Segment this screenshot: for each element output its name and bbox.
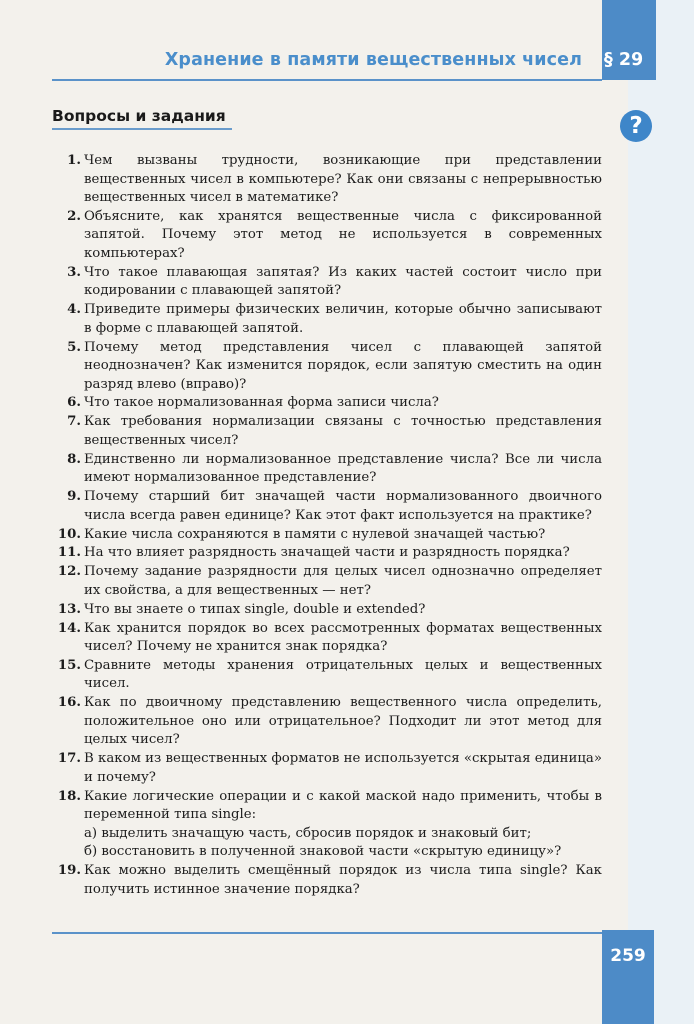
- question-number: 9.: [67, 489, 81, 505]
- running-header-title: Хранение в памяти вещественных чисел: [164, 50, 582, 70]
- question-item-2: [52, 208, 602, 264]
- question-number: 3.: [67, 264, 81, 280]
- question-text: Почему старший бит значащей части нормализованного двоичного числа всегда равен единице? Как этот факт используется на практике?: [84, 489, 602, 523]
- question-text: Почему задание разрядности для целых чисел однозначно определяет их свойства, а для вещественных — нет?: [84, 564, 602, 598]
- question-text: Что такое плавающая запятая? Из каких частей состоит число при кодировании с плавающей запятой?: [84, 264, 602, 299]
- question-text: Какие логические операции и с какой маской надо применить, чтобы в переменной типа single:: [84, 788, 602, 823]
- section-number: § 29: [604, 50, 644, 70]
- question-text: Приведите примеры физических величин, которые обычно записывают в форме с плавающей запятой.: [84, 302, 602, 336]
- question-list: [52, 152, 602, 899]
- question-number: 1.: [67, 153, 81, 168]
- question-number: 14.: [57, 620, 81, 636]
- question-item-9: [52, 488, 602, 525]
- question-item-17: [52, 750, 602, 787]
- question-number: 13.: [57, 601, 81, 617]
- question-text: На что влияет разрядность значащей части и разрядность порядка?: [84, 545, 570, 561]
- question-text: В каком из вещественных форматов не используется «скрытая единица» и почему?: [84, 751, 602, 785]
- question-item-19: [52, 862, 602, 899]
- question-subitem-b: б) восстановить в полученной знаковой части «скрытую единицу»?: [84, 844, 562, 860]
- question-number: 16.: [57, 695, 81, 711]
- page-number-tab: [602, 930, 654, 1024]
- question-number: 11.: [57, 545, 81, 561]
- question-text: Что вы знаете о типах single, double и extended?: [84, 601, 426, 617]
- section-heading: Вопросы и задания: [52, 107, 226, 125]
- question-text: Чем вызваны трудности, возникающие при представлении вещественных чисел в компьютере? Как они связаны с непрерывностью вещественных чисел в математике?: [84, 153, 602, 205]
- question-number: 12.: [57, 564, 81, 580]
- question-number: 5.: [67, 339, 81, 355]
- question-item-1: [52, 152, 602, 208]
- question-text: Единственно ли нормализованное представление числа? Все ли числа имеют нормализованное представление?: [84, 451, 602, 486]
- question-text: Какие числа сохраняются в памяти с нулевой значащей частью?: [84, 526, 546, 542]
- question-item-13: [52, 601, 602, 620]
- question-item-8: [52, 451, 602, 488]
- question-text: Почему метод представления чисел с плавающей запятой неоднозначен? Как изменится порядок, если запятую сместить на один разряд влево (вправо)?: [84, 339, 602, 392]
- question-subitem-a: а) выделить значащую часть, сбросив порядок и знаковый бит;: [84, 825, 532, 841]
- question-text: Что такое нормализованная форма записи числа?: [84, 395, 439, 411]
- header-divider: [52, 79, 602, 81]
- question-text: Как можно выделить смещённый порядок из числа типа single? Как получить истинное значение порядка?: [84, 863, 602, 897]
- question-text: Объясните, как хранятся вещественные числа с фиксированной запятой. Почему этот метод не используется в современных компьютерах?: [84, 208, 602, 261]
- footer-divider: [52, 932, 602, 934]
- question-item-6: [52, 394, 602, 413]
- question-item-14: [52, 620, 602, 657]
- question-number: 2.: [67, 208, 81, 224]
- question-mark-icon: ?: [620, 110, 652, 142]
- question-number: 6.: [67, 395, 81, 411]
- question-number: 4.: [67, 302, 81, 318]
- question-number: 15.: [57, 657, 81, 673]
- question-number: 18.: [57, 788, 81, 804]
- question-item-7: [52, 413, 602, 450]
- question-item-18: [52, 788, 602, 862]
- question-text: Как хранится порядок во всех рассмотренных форматах вещественных чисел? Почему не хранится знак порядка?: [84, 620, 602, 655]
- right-margin-band: [628, 0, 694, 1024]
- question-number: 19.: [57, 863, 81, 879]
- question-number: 8.: [67, 451, 81, 467]
- question-item-15: [52, 657, 602, 694]
- question-item-12: [52, 563, 602, 600]
- question-item-16: [52, 694, 602, 750]
- question-item-5: [52, 339, 602, 395]
- question-number: 17.: [57, 751, 81, 767]
- question-item-10: [52, 526, 602, 545]
- question-number: 7.: [67, 414, 81, 430]
- question-number: 10.: [57, 526, 81, 542]
- question-text: Сравните методы хранения отрицательных целых и вещественных чисел.: [84, 657, 602, 692]
- question-item-4: [52, 301, 602, 338]
- heading-underline: [52, 128, 232, 130]
- question-item-3: [52, 264, 602, 301]
- question-text: Как требования нормализации связаны с точностью представления вещественных чисел?: [84, 414, 602, 448]
- question-text: Как по двоичному представлению вещественного числа определить, положительное оно или отрицательное? Подходит ли этот метод для целых чисел?: [84, 695, 602, 748]
- question-item-11: [52, 544, 602, 563]
- page-number: 259: [610, 946, 646, 966]
